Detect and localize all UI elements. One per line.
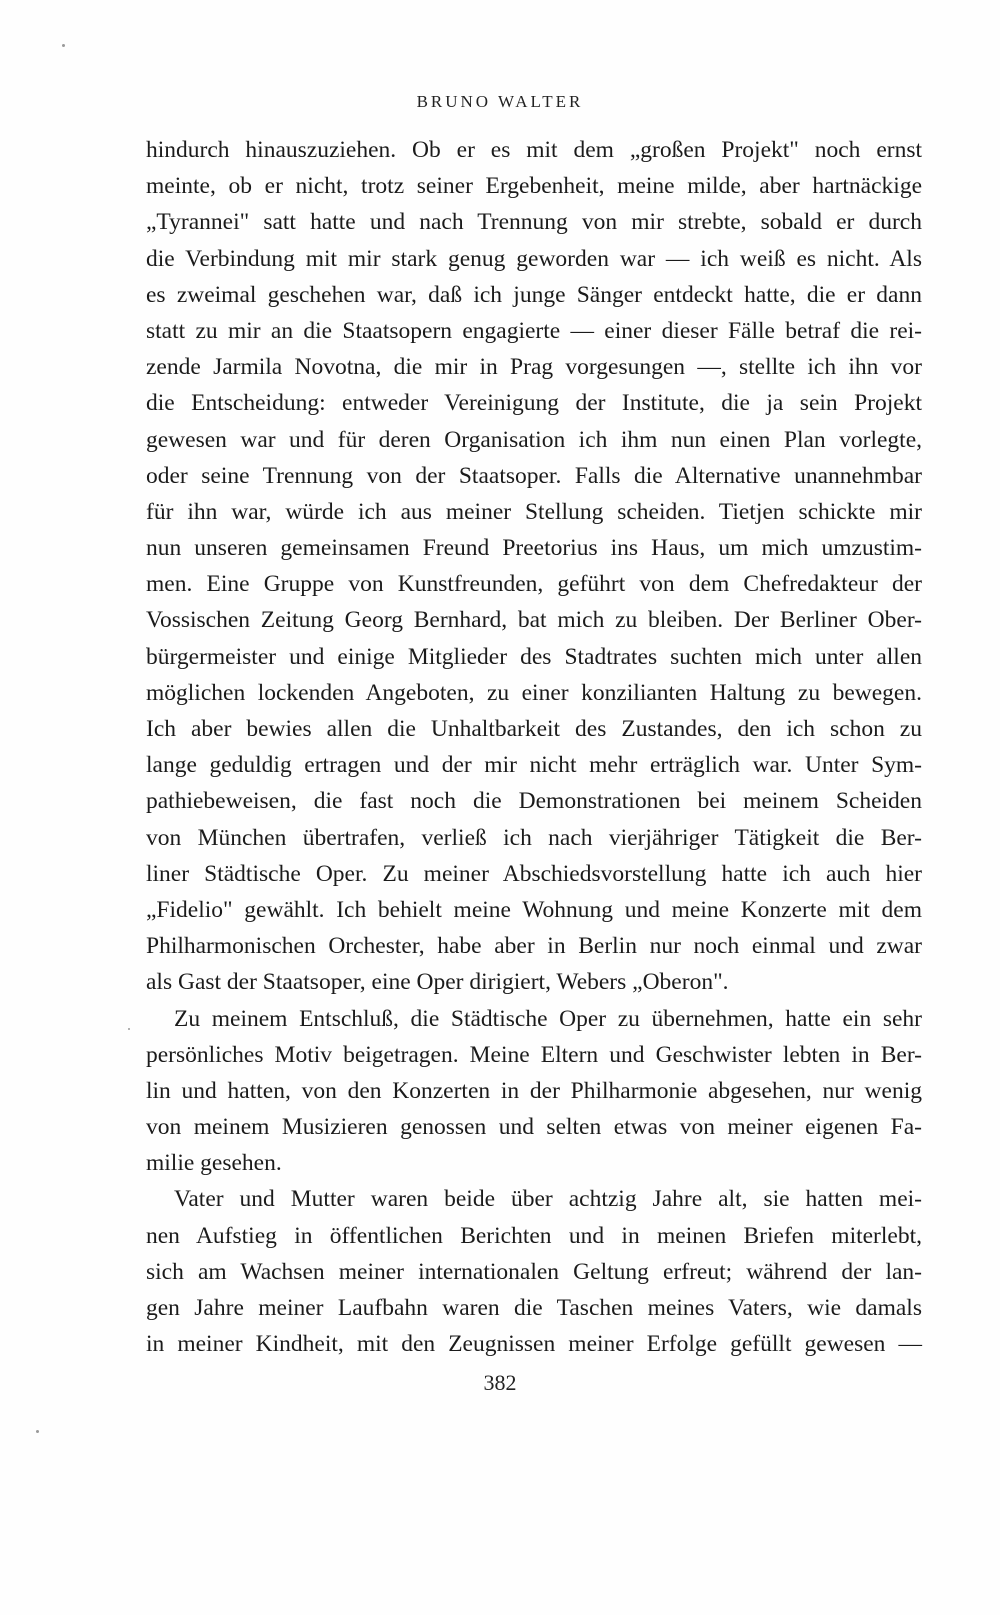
text-line: lin und hatten, von den Konzerten in der Philharmonie abgesehen, nur wenig [146, 1077, 922, 1104]
text-line: „Fidelio" gewählt. Ich behielt meine Wohnung und meine Konzerte mit dem [146, 896, 922, 923]
text-line: in meiner Kindheit, mit den Zeugnissen meiner Erfolge gefüllt gewesen — [146, 1331, 922, 1358]
text-line: nun unseren gemeinsamen Freund Preetorius ins Haus, um mich umzustim- [146, 535, 922, 562]
paper-speck [36, 1430, 39, 1433]
text-line: bürgermeister und einige Mitglieder des Stadtrates suchten mich unter allen [146, 643, 922, 670]
text-line: von München übertrafen, verließ ich nach vierjähriger Tätigkeit die Ber- [146, 824, 922, 851]
text-line: lange geduldig ertragen und der mir nicht mehr erträglich war. Unter Sym- [146, 752, 922, 779]
text-line: oder seine Trennung von der Staatsoper. Falls die Alternative unannehmbar [146, 462, 922, 489]
text-line: milie gesehen. [146, 1150, 282, 1177]
page-number: 382 [483, 1370, 517, 1395]
text-line: Philharmonischen Orchester, habe aber in Berlin nur noch einmal und zwar [146, 933, 922, 960]
text-line: als Gast der Staatsoper, eine Oper dirigiert, Webers „Oberon". [146, 969, 729, 996]
paper-speck [62, 44, 65, 47]
text-line: gewesen war und für deren Organisation ich ihm nun einen Plan vorlegte, [146, 426, 922, 453]
text-line: meinte, ob er nicht, trotz seiner Ergebenheit, meine milde, aber hartnäckige [146, 173, 922, 200]
text-line: die Verbindung mit mir stark genug geworden war — ich weiß es nicht. Als [146, 245, 922, 272]
text-line: Vater und Mutter waren beide über achtzig Jahre alt, sie hatten mei- [174, 1186, 922, 1213]
text-line: persönliches Motiv beigetragen. Meine Eltern und Geschwister lebten in Ber- [146, 1041, 922, 1068]
text-line: statt zu mir an die Staatsopern engagierte — einer dieser Fälle betraf die rei- [146, 317, 922, 344]
paper-speck [128, 1028, 130, 1030]
text-line: hindurch hinauszuziehen. Ob er es mit dem „großen Projekt" noch ernst [146, 137, 922, 163]
text-line: sich am Wachsen meiner internationalen Geltung erfreut; während der lan- [146, 1258, 922, 1285]
text-line: gen Jahre meiner Laufbahn waren die Taschen meines Vaters, wie damals [146, 1295, 922, 1321]
text-line: von meinem Musizieren genossen und selten etwas von meiner eigenen Fa- [146, 1114, 922, 1141]
text-line: Ich aber bewies allen die Unhaltbarkeit des Zustandes, den ich schon zu [146, 716, 922, 742]
text-line: Vossischen Zeitung Georg Bernhard, bat mich zu bleiben. Der Berliner Ober- [146, 607, 922, 634]
text-line: Zu meinem Entschluß, die Städtische Oper zu übernehmen, hatte ein sehr [174, 1005, 922, 1032]
text-line: die Entscheidung: entweder Vereinigung der Institute, die ja sein Projekt [146, 390, 922, 417]
body-text [146, 132, 922, 1362]
text-line: pathiebeweisen, die fast noch die Demonstrationen bei meinem Scheiden [146, 788, 922, 815]
text-line: es zweimal geschehen war, daß ich junge Sänger entdeckt hatte, die er dann [146, 281, 922, 308]
text-line: möglichen lockenden Angeboten, zu einer konzilianten Haltung zu bewegen. [146, 679, 922, 706]
text-line: liner Städtische Oper. Zu meiner Abschiedsvorstellung hatte ich auch hier [146, 860, 922, 887]
running-head: BRUNO WALTER [416, 92, 584, 111]
text-line: „Tyrannei" satt hatte und nach Trennung von mir strebte, sobald er durch [146, 209, 922, 236]
text-line: für ihn war, würde ich aus meiner Stellung scheiden. Tietjen schickte mir [146, 498, 922, 525]
text-line: nen Aufstieg in öffentlichen Berichten und in meinen Briefen miterlebt, [146, 1222, 922, 1249]
text-line: zende Jarmila Novotna, die mir in Prag vorgesungen —, stellte ich ihn vor [146, 354, 922, 381]
text-line: men. Eine Gruppe von Kunstfreunden, geführt von dem Chefredakteur der [146, 571, 922, 598]
